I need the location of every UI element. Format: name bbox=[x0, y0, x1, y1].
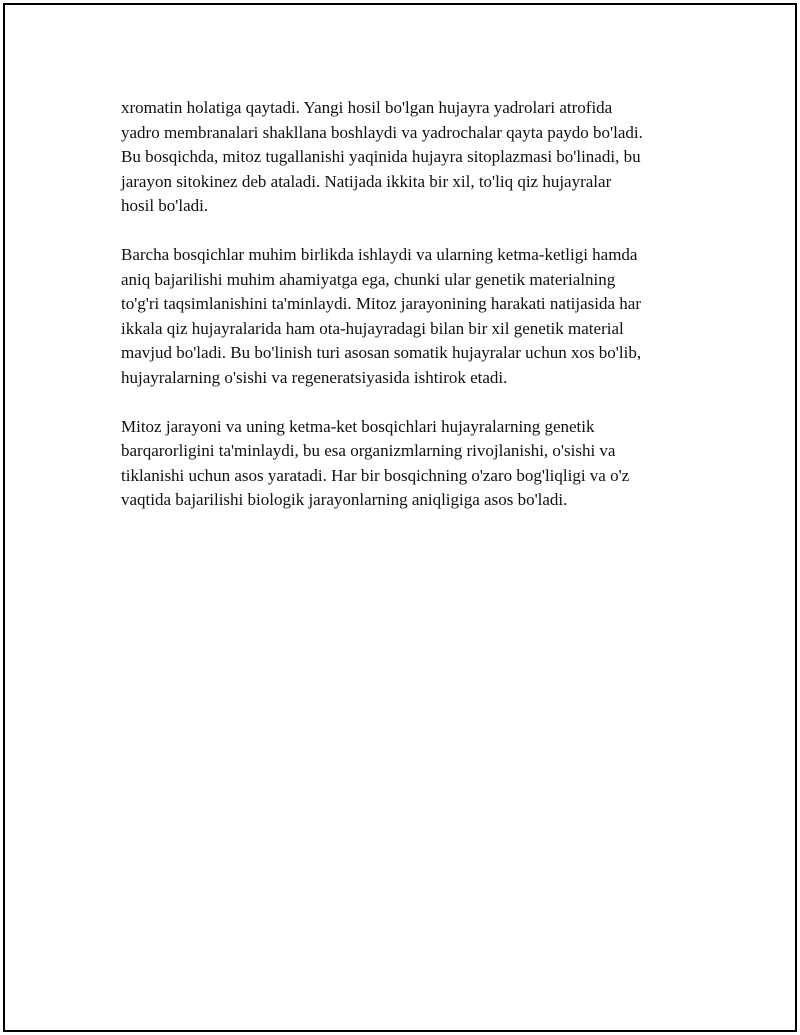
text-line: hosil bo'ladi. bbox=[121, 196, 209, 215]
paragraph-1 bbox=[121, 96, 701, 219]
text-line: xromatin holatiga qaytadi. Yangi hosil bo'lgan hujayra yadrolari atrofida bbox=[121, 98, 613, 117]
text-line: Bu bosqichda, mitoz tugallanishi yaqinida hujayra sitoplazmasi bo'linadi, bu bbox=[121, 147, 641, 166]
text-line: to'g'ri taqsimlanishini ta'minlaydi. Mitoz jarayonining harakati natijasida har bbox=[121, 294, 642, 313]
text-line: Barcha bosqichlar muhim birlikda ishlaydi va ularning ketma-ketligi hamda bbox=[121, 245, 638, 264]
page-frame bbox=[3, 3, 797, 1032]
document-body bbox=[121, 96, 701, 537]
text-line: barqarorligini ta'minlaydi, bu esa organizmlarning rivojlanishi, o'sishi va bbox=[121, 441, 616, 460]
paragraph-3 bbox=[121, 415, 701, 513]
paragraph-2 bbox=[121, 243, 701, 390]
text-line: vaqtida bajarilishi biologik jarayonlarning aniqligiga asos bo'ladi. bbox=[121, 490, 568, 509]
text-line: aniq bajarilishi muhim ahamiyatga ega, chunki ular genetik materialning bbox=[121, 269, 616, 289]
text-line: hujayralarning o'sishi va regeneratsiyasida ishtirok etadi. bbox=[121, 367, 508, 387]
text-line: mavjud bo'ladi. Bu bo'linish turi asosan somatik hujayralar uchun xos bo'lib, bbox=[121, 343, 642, 362]
text-line: Mitoz jarayoni va uning ketma-ket bosqichlari hujayralarning genetik bbox=[121, 416, 595, 436]
text-line: tiklanishi uchun asos yaratadi. Har bir bosqichning o'zaro bog'liqligi va o'z bbox=[121, 465, 630, 485]
text-line: ikkala qiz hujayralarida ham ota-hujayradagi bilan bir xil genetik material bbox=[121, 318, 624, 338]
text-line: yadro membranalari shakllana boshlaydi va yadrochalar qayta paydo bo'ladi. bbox=[121, 122, 643, 142]
text-line: jarayon sitokinez deb ataladi. Natijada ikkita bir xil, to'liq qiz hujayralar bbox=[121, 171, 612, 191]
